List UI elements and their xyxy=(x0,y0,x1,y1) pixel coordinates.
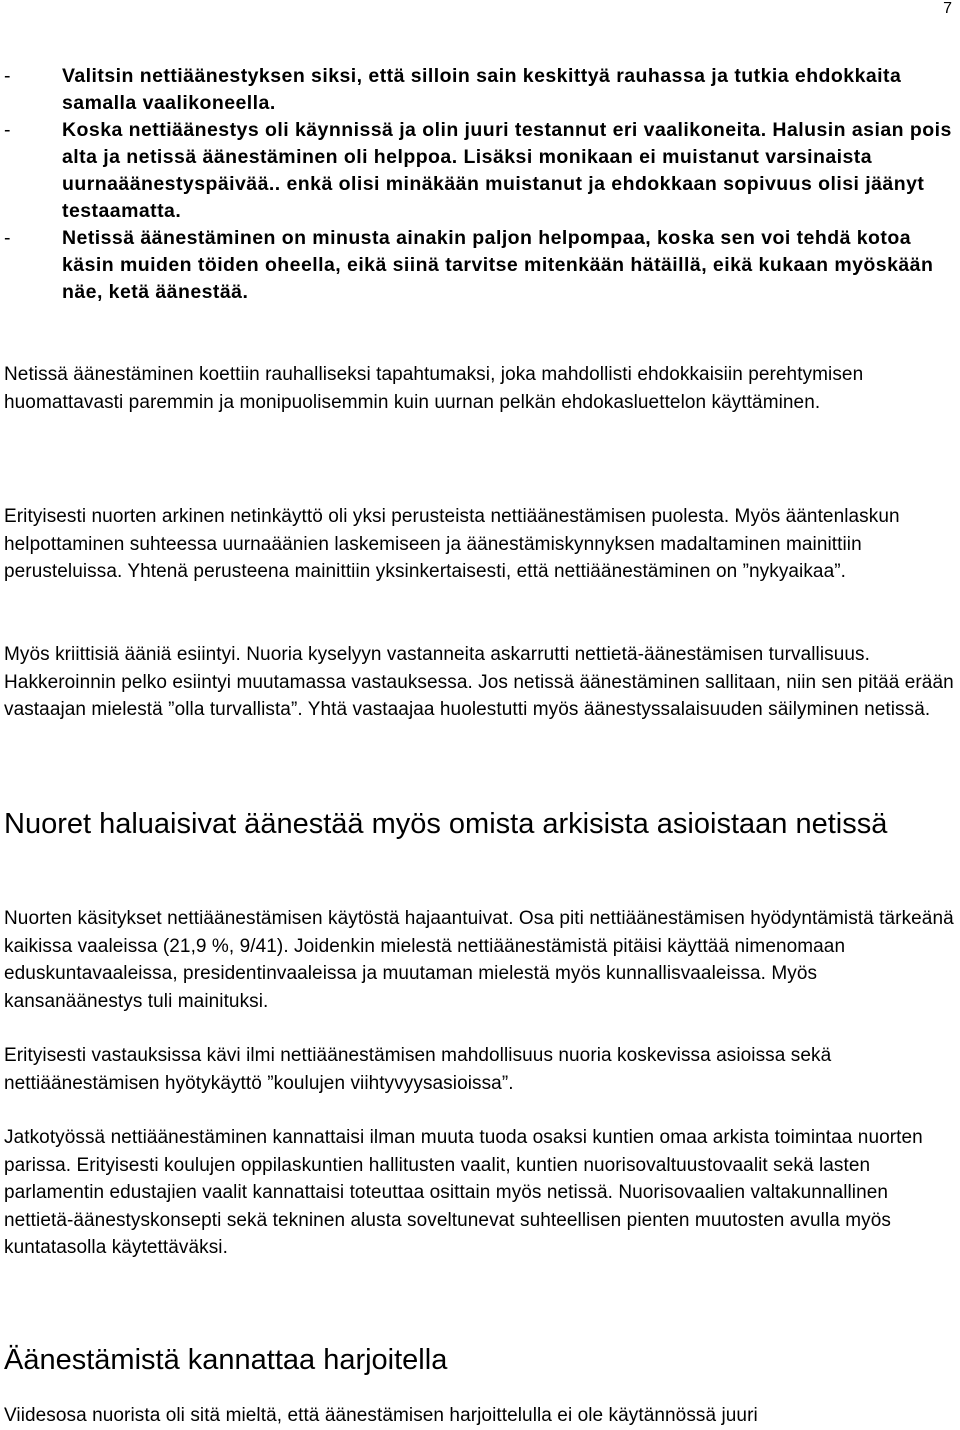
paragraph-practice-opinion: Viidesosa nuorista oli sitä mieltä, että äänestämisen harjoittelulla ei ole käytännössä juuri xyxy=(4,1405,758,1426)
quote-text: Netissä äänestäminen on minusta ainakin paljon helpompaa, koska sen voi tehdä kotoa käsin muiden töiden oheella, eikä siinä tarvitse mitenkään hätäillä, eikä kukaan myöskään näe, ketä äänestää. xyxy=(62,227,934,303)
heading-everyday-matters: Nuoret haluaisivat äänestää myös omista arkisista asioistaan netissä xyxy=(4,808,888,840)
paragraph-critical-voices: Myös kriittisiä ääniä esiintyi. Nuoria kyselyyn vastanneita askarrutti nettietä-äänestämisen turvallisuus. Hakkeroinnin pelko esiintyi muutamassa vastauksessa. Jos netissä äänestäminen sallitaan, niin sen pitää erään vastaajan mielestä ”olla turvallista”. Yhtä vastaajaa huolestutti myös äänestyssalaisuuden säilyminen netissä. xyxy=(4,644,954,720)
heading-practice-voting: Äänestämistä kannattaa harjoitella xyxy=(4,1344,448,1376)
quote-item xyxy=(4,117,954,225)
quote-text: Valitsin nettiäänestyksen siksi, että silloin sain keskittyä rauhassa ja tutkia ehdokkaita samalla vaalikoneella. xyxy=(62,65,902,114)
quote-text: Koska nettiäänestys oli käynnissä ja olin juuri testannut eri vaalikoneita. Halusin asian pois alta ja netissä äänestäminen oli helppoa. Lisäksi monikaan ei muistanut varsinaista uurnaäänestyspäivää.. enkä olisi minäkään muistanut ja ehdokkaan sopivuus olisi jäänyt testaamatta. xyxy=(62,119,952,222)
quote-list xyxy=(4,63,954,306)
quote-dash: - xyxy=(4,65,11,87)
page-number: 7 xyxy=(943,0,952,17)
quote-dash: - xyxy=(4,227,11,249)
paragraph-follow-up-work: Jatkotyössä nettiäänestäminen kannattaisi ilman muuta tuoda osaksi kuntien omaa arkista toimintaa nuorten parissa. Erityisesti koulujen oppilaskuntien hallitusten vaalit, kuntien nuorisovaltuustovaalit sekä lasten parlamentin edustajien vaalit kannattaisi toteuttaa osittain myös netissä. Nuorisovaalien valtakunnallinen nettietä-äänestyskonsepti sekä tekninen alusta soveltunevat suhteellisen pienten muutosten avulla myös kuntatasolla käytettäväksi. xyxy=(4,1127,923,1258)
paragraph-opinions-divided: Nuorten käsitykset nettiäänestämisen käytöstä hajaantuivat. Osa piti nettiäänestämisen hyödyntämistä tärkeänä kaikissa vaaleissa (21,9 %, 9/41). Joidenkin mielestä nettiäänestämistä pitäisi käyttää nimenomaan eduskuntavaaleissa, presidentinvaaleissa ja muutaman mielestä myös kunnallisvaaleissa. Myös kansanäänestys tuli mainituksi. xyxy=(4,908,954,1012)
paragraph-youth-issues: Erityisesti vastauksissa kävi ilmi nettiäänestämisen mahdollisuus nuoria koskevissa asioissa sekä nettiäänestämisen hyötykäyttö ”koulujen viihtyvyysasioissa”. xyxy=(4,1045,832,1094)
paragraph-online-voting-calm: Netissä äänestäminen koettiin rauhalliseksi tapahtumaksi, joka mahdollisti ehdokkaisiin perehtymisen huomattavasti paremmin ja monipuolisemmin kuin uurnan pelkän ehdokasluettelon käyttäminen. xyxy=(4,364,864,413)
quote-dash: - xyxy=(4,119,11,141)
quote-item xyxy=(4,63,954,117)
paragraph-everyday-internet-use: Erityisesti nuorten arkinen netinkäyttö oli yksi perusteista nettiäänestämisen puolesta. Myös ääntenlaskun helpottaminen suhteessa uurnaäänien laskemiseen ja äänestämiskynnyksen madaltaminen mainittiin perusteluissa. Yhtenä perusteena mainittiin yksinkertaisesti, että nettiäänestäminen on ”nykyaikaa”. xyxy=(4,506,900,582)
quote-item xyxy=(4,225,954,306)
